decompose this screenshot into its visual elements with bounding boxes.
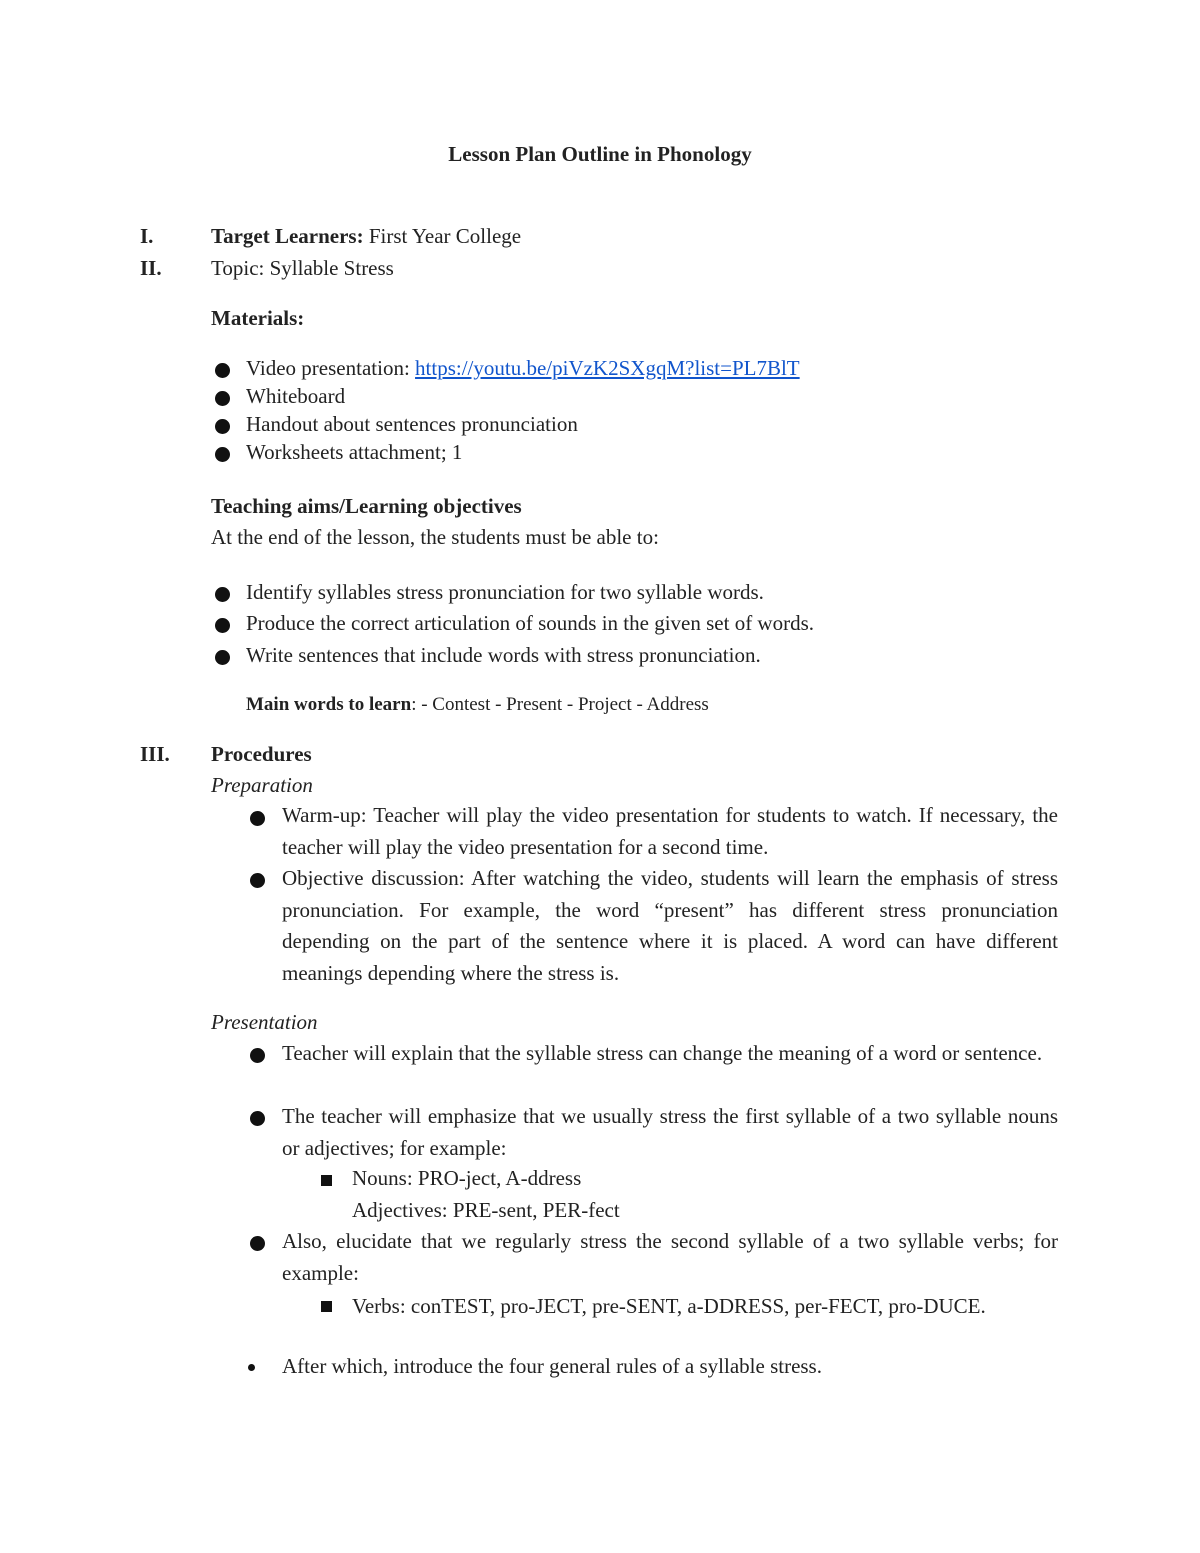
bullet-icon	[215, 419, 230, 434]
target-learners-label: Target Learners:	[211, 224, 364, 248]
section-numeral-2: II.	[140, 256, 162, 280]
aims-item: Identify syllables stress pronunciation for two syllable words.	[246, 580, 764, 604]
section-numeral-1: I.	[140, 224, 154, 248]
main-words-line	[246, 694, 709, 716]
bullet-icon	[215, 650, 230, 665]
presentation-item: Teacher will explain that the syllable stress can change the meaning of a word or sentence.	[282, 1041, 1043, 1065]
bullet-icon	[215, 363, 230, 378]
bullet-icon	[215, 587, 230, 602]
materials-heading: Materials:	[211, 306, 305, 330]
nouns-example: Nouns: PRO-ject, A-ddress	[352, 1166, 582, 1190]
bullet-icon	[250, 1236, 265, 1251]
materials-video-item	[246, 356, 800, 381]
presentation-item: After which, introduce the four general rules of a syllable stress.	[282, 1354, 822, 1378]
aims-intro: At the end of the lesson, the students must be able to:	[211, 525, 659, 549]
bullet-icon	[215, 391, 230, 406]
aims-heading: Teaching aims/Learning objectives	[211, 494, 522, 518]
square-bullet-icon	[321, 1301, 332, 1312]
bullet-icon	[248, 1364, 255, 1371]
main-words-value: : - Contest - Present - Project - Address	[411, 694, 709, 715]
section-numeral-3: III.	[140, 742, 170, 766]
verbs-example: Verbs: conTEST, pro-JECT, pre-SENT, a-DDRESS, per-FECT, pro-DUCE.	[352, 1294, 986, 1318]
bullet-icon	[250, 873, 265, 888]
aims-item: Write sentences that include words with stress pronunciation.	[246, 643, 761, 667]
square-bullet-icon	[321, 1175, 332, 1186]
video-label: Video presentation:	[246, 356, 416, 380]
bullet-icon	[215, 618, 230, 633]
preparation-item-warmup: Warm-up: Teacher will play the video presentation for students to watch. If necessary, the teacher will play the video presentation for a second time.	[282, 803, 1058, 859]
adjectives-example: Adjectives: PRE-sent, PER-fect	[352, 1198, 620, 1222]
presentation-heading: Presentation	[211, 1010, 318, 1034]
bullet-icon	[250, 1048, 265, 1063]
materials-item: Worksheets attachment; 1	[246, 440, 463, 464]
bullet-icon	[250, 811, 265, 826]
preparation-heading: Preparation	[211, 773, 313, 797]
materials-item: Handout about sentences pronunciation	[246, 412, 578, 436]
presentation-item: The teacher will emphasize that we usually stress the first syllable of a two syllable nouns or adjectives; for example:	[282, 1104, 1058, 1160]
target-learners-line	[211, 224, 521, 249]
aims-item: Produce the correct articulation of sounds in the given set of words.	[246, 611, 815, 635]
main-words-label: Main words to learn	[246, 694, 412, 715]
preparation-item-discussion: Objective discussion: After watching the video, students will learn the emphasis of stress pronunciation. For example, the word “present” has different stress pronunciation depending on the part of the sentence where it is placed. A word can have different meanings depending where the stress is.	[282, 866, 1058, 985]
bullet-icon	[250, 1111, 265, 1126]
materials-item: Whiteboard	[246, 384, 346, 408]
procedures-heading: Procedures	[211, 742, 312, 766]
video-link[interactable]: https://youtu.be/piVzK2SXgqM?list=PL7BlT	[415, 356, 800, 380]
bullet-icon	[215, 447, 230, 462]
document-title: Lesson Plan Outline in Phonology	[448, 142, 752, 166]
presentation-item: Also, elucidate that we regularly stress the second syllable of a two syllable verbs; for example:	[282, 1229, 1058, 1285]
target-learners-value: First Year College	[363, 224, 522, 248]
topic-line: Topic: Syllable Stress	[211, 256, 394, 280]
